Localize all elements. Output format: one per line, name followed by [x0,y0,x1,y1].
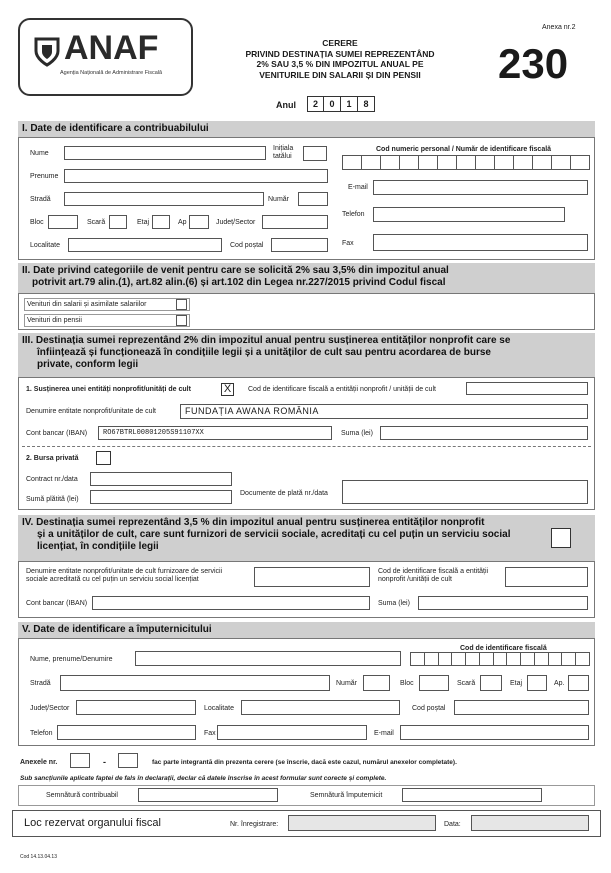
anaf-logo [18,18,193,96]
loc-rezervat-label: Loc rezervat organului fiscal [24,817,161,829]
bloc-label: Bloc [30,219,44,226]
initiala-line-1: Inițiala [273,145,294,152]
numar-5-field[interactable] [363,675,390,691]
section-2-title [18,263,595,293]
localitate-5-field[interactable] [241,700,400,715]
venituri-salarii-label: Venituri din salarii și asimilate salariilor [27,301,147,308]
anexele-dash: - [103,757,106,767]
contract-field[interactable] [90,472,232,486]
data-field[interactable] [471,815,589,831]
title-line-1: CERERE [322,38,358,48]
localitate-label: Localitate [30,242,60,249]
cod-postal-label: Cod poștal [230,242,264,249]
section-2-line-1: II. Date privind categoriile de venit pentru care se solicită 2% sau 3,5% din impozitul anual [22,265,449,276]
section-4-line-2: și a unităților de cult, care sunt furnizori de servicii sociale, acreditați cu cel puțin un serviciu social [37,529,511,540]
contract-label: Contract nr./data [26,476,78,483]
logo-text: ANAF [64,29,159,67]
scara-label: Scară [87,219,106,226]
nr-inregistrare-field[interactable] [288,815,436,831]
localitate-5-label: Localitate [204,705,234,712]
fax-5-field[interactable] [217,725,367,740]
bloc-5-field[interactable] [419,675,449,691]
denumire-4-line-1: Denumire entitate nonprofit/unitate de cult furnizoare de servicii [26,568,223,575]
suma-platita-label: Sumă plătită (lei) [26,496,79,503]
year-label: Anul [276,100,296,110]
data-label: Data: [444,821,461,828]
telefon-5-field[interactable] [57,725,196,740]
nr-inregistrare-label: Nr. înregistrare: [230,821,279,828]
anexele-from-field[interactable] [70,753,90,768]
section-1-title: I. Date de identificare a contribuabilului [18,121,595,137]
venituri-salarii-checkbox[interactable] [176,299,187,310]
nume-5-label: Nume, prenume/Denumire [30,656,113,663]
section-4-checkbox[interactable] [551,528,571,548]
semnatura-imputernicit-field[interactable] [402,788,542,802]
strada-label: Stradă [30,196,51,203]
strada-5-field[interactable] [60,675,330,691]
telefon-field[interactable] [373,207,565,222]
numar-label: Număr [268,196,290,203]
denumire-4-line-2: sociale acreditată cu cel puțin un serviciu social licențiat [26,576,199,583]
semnatura-imputernicit-label: Semnătură împuternicit [310,792,383,799]
email-field[interactable] [373,180,588,195]
cif-label: Cod de identificare fiscală a entității nonprofit / unității de cult [248,386,436,393]
section-3-line-1: III. Destinația sumei reprezentând 2% din impozitul anual pentru susținerea entităților nonprofit care se [22,335,511,346]
suma-4-field[interactable] [418,596,588,610]
iban-4-field[interactable] [92,596,370,610]
cif-4-label [378,568,488,584]
section-4-line-1: IV. Destinația sumei reprezentând 3,5 % din impozitul anual pentru susținerea entităților nonprofit [22,517,485,528]
cod-postal-5-label: Cod poștal [412,705,446,712]
judet-field[interactable] [262,215,328,229]
year-digit[interactable]: 2 [307,96,324,112]
initiala-line-2: tatălui [273,153,292,160]
section-3-title [18,333,595,377]
cif-4-line-2: nonprofit /unității de cult [378,576,452,583]
cif-5-grid[interactable] [410,652,590,666]
section-3-line-3: private, conform legii [37,359,139,370]
denumire-label: Denumire entitate nonprofit/unitate de cult [26,408,156,415]
iban-field[interactable]: RO67BTRL00801205S91107XX [98,426,332,440]
cnp-grid[interactable] [342,155,590,170]
bloc-5-label: Bloc [400,680,414,687]
numar-field[interactable] [298,192,328,206]
bursa-label: 2. Bursa privată [26,455,79,462]
email-5-field[interactable] [400,725,589,740]
denumire-field[interactable]: FUNDAȚIA AWANA ROMÂNIA [180,404,588,419]
shield-icon [34,37,60,67]
cnp-label: Cod numeric personal / Număr de identificare fiscală [376,146,552,153]
suma-platita-field[interactable] [90,490,232,504]
title-line-2: PRIVIND DESTINAȚIA SUMEI REPREZENTÂND [245,48,435,59]
title-line-3: 2% SAU 3,5 % DIN IMPOZITUL ANUAL PE [256,59,424,69]
prenume-field[interactable] [64,169,328,183]
annex-number: Anexa nr.2 [542,24,576,31]
etaj-label: Etaj [137,219,150,226]
venituri-pensii-checkbox[interactable] [176,315,187,326]
sustinere-label: 1. Susținerea unei entități nonprofit/unități de cult [26,386,191,393]
year-digit[interactable]: 1 [341,96,358,112]
anexele-to-field[interactable] [118,753,138,768]
bloc-field[interactable] [48,215,78,229]
ap-5-label: Ap. [554,680,565,687]
semnatura-contribuabil-field[interactable] [138,788,278,802]
cif-4-field[interactable] [505,567,588,587]
etaj-5-field[interactable] [527,675,547,691]
section-divider [22,446,591,447]
documente-label: Documente de plată nr./data [240,490,328,497]
cif-4-line-1: Cod de identificare fiscală a entității [378,568,489,575]
telefon-label: Telefon [342,211,365,218]
cod-postal-field[interactable] [271,238,328,252]
year-digit[interactable]: 8 [358,96,375,112]
initiala-field[interactable] [303,146,327,161]
judet-5-label: Județ/Sector [30,705,70,712]
venituri-pensii-label: Venituri din pensii [27,317,82,324]
section-4-line-3: licențiat, în condițiile legii [37,541,159,552]
form-number: 230 [498,40,569,87]
telefon-5-label: Telefon [30,730,53,737]
form-title [215,38,465,80]
scara-field[interactable] [109,215,127,229]
ap-field[interactable] [189,215,209,229]
localitate-field[interactable] [68,238,222,252]
scara-5-label: Scară [457,680,476,687]
nume-5-field[interactable] [135,651,401,666]
documente-field[interactable] [342,480,588,504]
cif-5-label: Cod de identificare fiscală [460,645,547,652]
denumire-4-label [26,568,222,584]
denumire-4-field[interactable] [254,567,370,587]
nume-label: Nume [30,150,49,157]
bursa-checkbox[interactable] [96,451,111,465]
sustinere-checkbox[interactable]: X [221,383,234,396]
semnatura-contribuabil-label: Semnătură contribuabil [46,792,118,799]
ap-label: Ap [178,219,187,226]
iban-4-label: Cont bancar (IBAN) [26,600,88,607]
section-2-line-2: potrivit art.79 alin.(1), art.82 alin.(6) și art.102 din Legea nr.227/2015 privind Codul fiscal [32,277,446,288]
anexele-label: Anexele nr. [20,759,58,766]
year-boxes[interactable] [307,96,375,112]
etaj-field[interactable] [152,215,170,229]
logo-subtitle: Agenția Națională de Administrare Fiscală [60,70,163,76]
numar-5-label: Număr [336,680,358,687]
title-line-4: VENITURILE DIN SALARII ȘI DIN PENSII [259,69,421,80]
email-label: E-mail [348,184,368,191]
sanctiuni-text: Sub sancțiunile aplicate faptei de fals în declarații, declar că datele înscrise în acest formular sunt corecte și complete. [20,775,387,782]
suma-4-label: Suma (lei) [378,600,410,607]
prenume-label: Prenume [30,173,59,180]
scara-5-field[interactable] [480,675,502,691]
fax-field[interactable] [373,234,588,251]
section-5-title: V. Date de identificare a împuternicitului [18,622,595,638]
fax-label: Fax [342,240,354,247]
email-5-label: E-mail [374,730,394,737]
section-4-title [18,515,595,561]
cod-postal-5-field[interactable] [454,700,589,715]
initiala-label [273,145,293,161]
cif-field[interactable] [466,382,588,395]
section-3-line-2: înființează și funcționează în condițiile legii și a unităților de cult sau pentru acordarea de burse [37,347,491,358]
strada-field[interactable] [64,192,264,206]
suma-field[interactable] [380,426,588,440]
nume-field[interactable] [64,146,266,160]
etaj-5-label: Etaj [510,680,523,687]
judet-label: Județ/Sector [216,219,256,226]
fax-5-label: Fax [204,730,216,737]
form-code: Cod 14.13.04.13 [20,854,57,860]
year-digit[interactable]: 0 [324,96,341,112]
iban-label: Cont bancar (IBAN) [26,430,88,437]
suma-label: Suma (lei) [341,430,373,437]
anexele-text: fac parte integrantă din prezenta cerere (se înscrie, dacă este cazul, numărul anexelor completate). [152,759,457,766]
ap-5-field[interactable] [568,675,589,691]
strada-5-label: Stradă [30,680,51,687]
judet-5-field[interactable] [76,700,196,715]
